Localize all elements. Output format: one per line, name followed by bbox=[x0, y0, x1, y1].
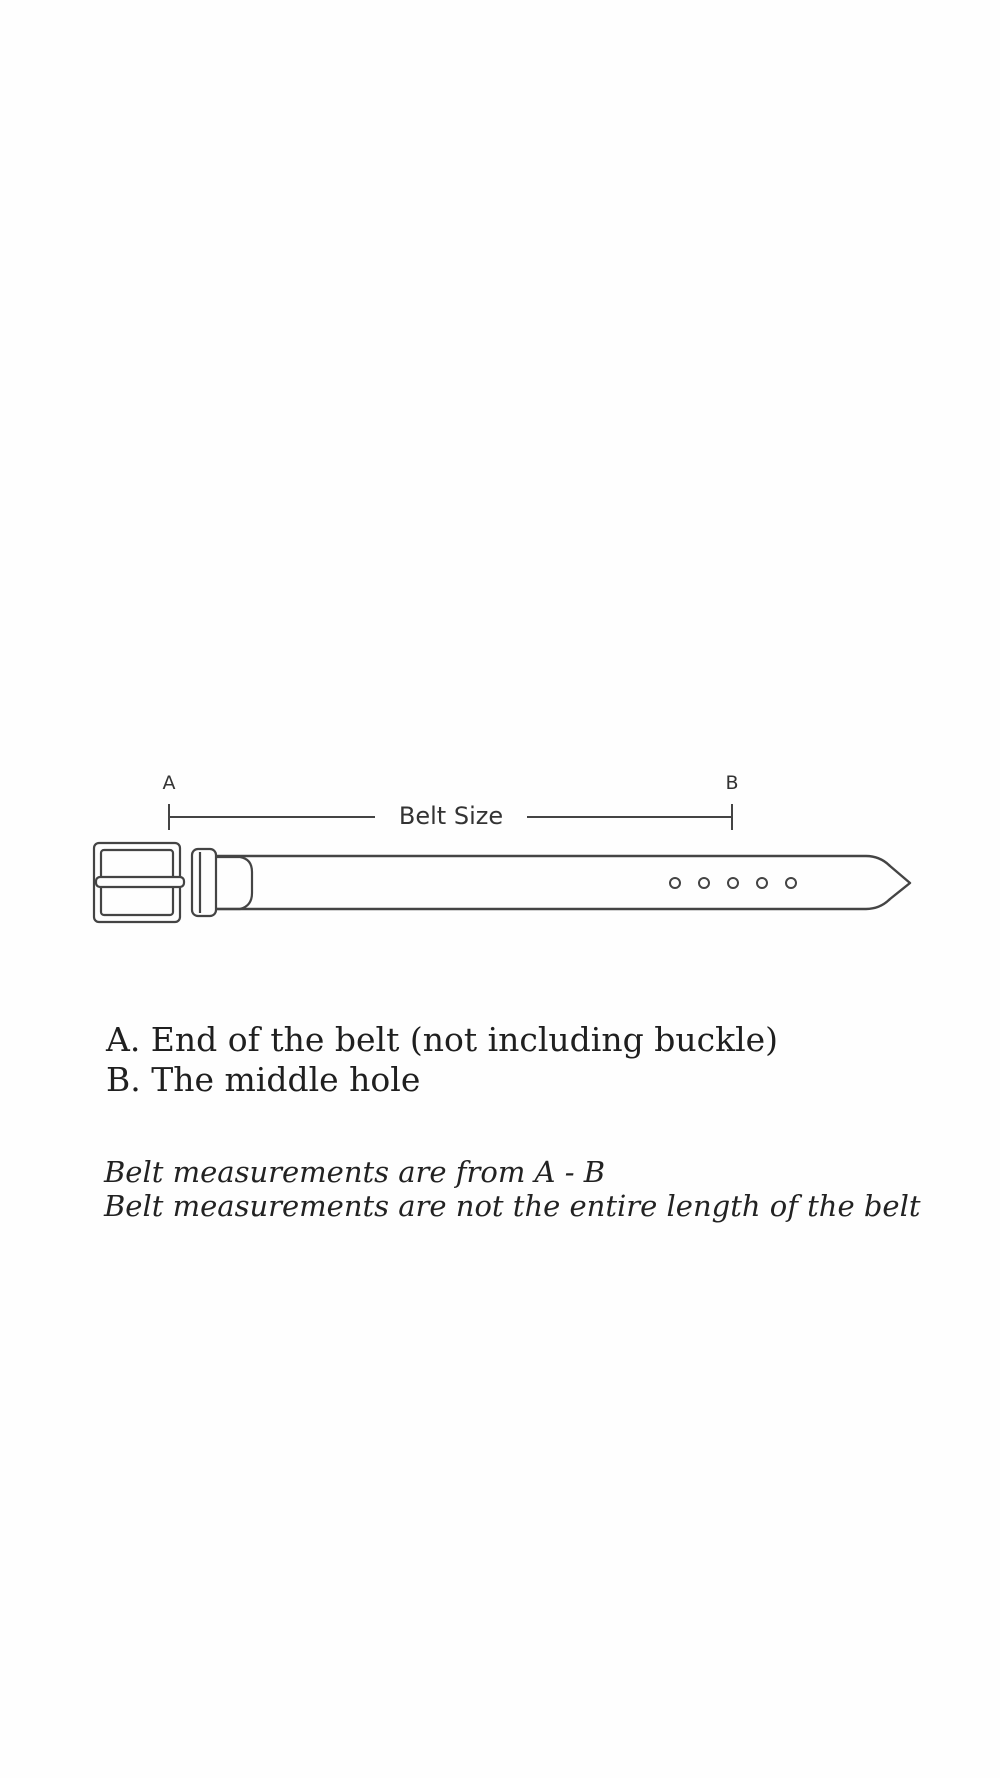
belt-strap bbox=[216, 856, 910, 909]
belt-hole bbox=[670, 878, 680, 888]
label-b: B bbox=[725, 772, 739, 794]
note-line-1: Belt measurements are from A - B bbox=[104, 1155, 606, 1189]
legend bbox=[106, 1020, 966, 1100]
legend-item-a: A. End of the belt (not including buckle) bbox=[106, 1020, 779, 1059]
measurement-notes bbox=[104, 1155, 984, 1223]
belt-keeper bbox=[192, 849, 216, 916]
label-a: A bbox=[162, 772, 176, 794]
belt-size-label: Belt Size bbox=[398, 802, 504, 830]
note-line-2: Belt measurements are not the entire length of the belt bbox=[104, 1189, 921, 1223]
belt-holes bbox=[670, 878, 796, 888]
belt-hole bbox=[728, 878, 738, 888]
belt-end-tab bbox=[216, 857, 252, 909]
belt-hole bbox=[757, 878, 767, 888]
belt-hole bbox=[699, 878, 709, 888]
legend-item-b: B. The middle hole bbox=[106, 1060, 421, 1099]
belt-hole bbox=[786, 878, 796, 888]
belt-buckle bbox=[94, 843, 184, 922]
